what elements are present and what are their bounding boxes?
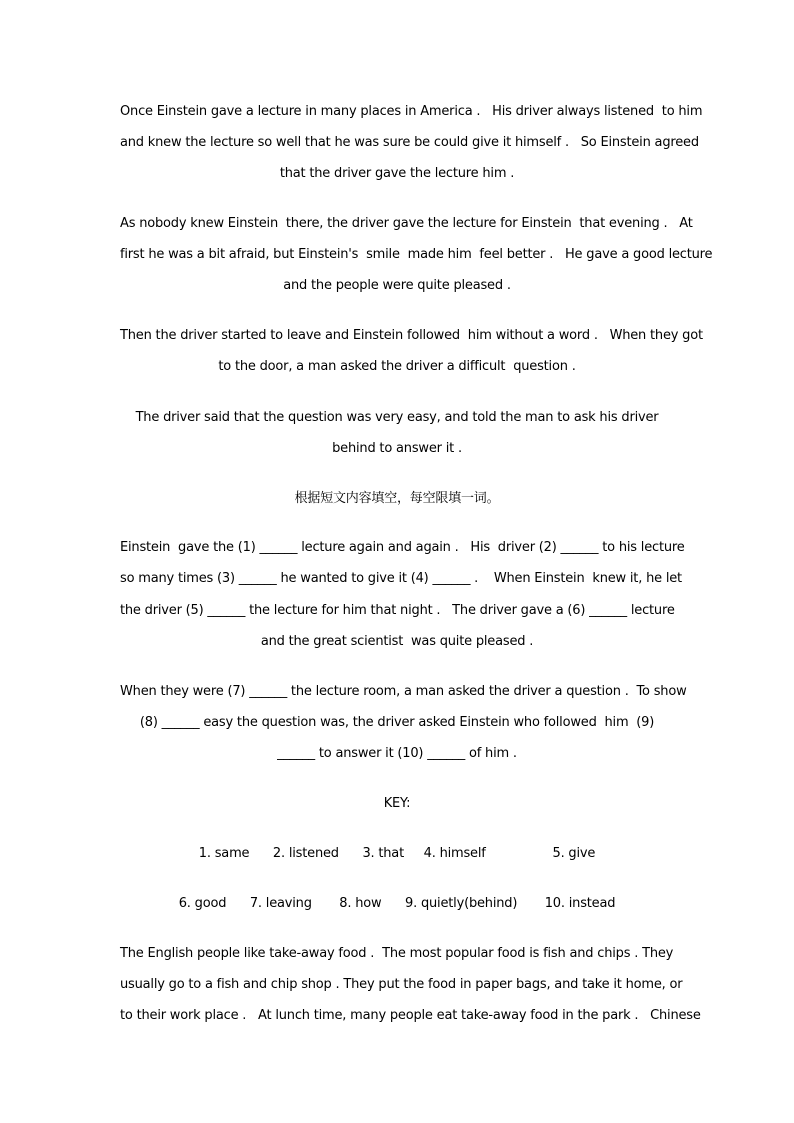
- cloze-line: ______ to answer it (10) ______ of him .: [277, 746, 517, 761]
- text-line: The driver said that the question was very easy, and told the man to ask his driver: [135, 410, 659, 425]
- text-line: usually go to a fish and chip shop . They put the food in paper bags, and take it home, or: [120, 977, 683, 992]
- cloze-line: and the great scientist was quite pleased .: [260, 634, 534, 649]
- text-line: As nobody knew Einstein there, the driver gave the lecture for Einstein that evening . At: [120, 216, 693, 231]
- cloze-line: When they were (7) ______ the lecture room, a man asked the driver a question . To show: [120, 684, 687, 699]
- text-line: The English people like take-away food . The most popular food is fish and chips . They: [120, 946, 674, 961]
- text-line: Then the driver started to leave and Einstein followed him without a word . When they got: [120, 328, 703, 343]
- answer-key-label: KEY:: [383, 796, 411, 811]
- text-line: behind to answer it .: [332, 441, 462, 456]
- text-line: to their work place . At lunch time, many people eat take-away food in the park . Chinese: [120, 1008, 701, 1023]
- text-line: and the people were quite pleased .: [283, 278, 511, 293]
- text-line: Once Einstein gave a lecture in many places in America . His driver always listened to him: [120, 104, 703, 119]
- cloze-line: so many times (3) ______ he wanted to give it (4) ______ . When Einstein knew it, he let: [120, 571, 682, 586]
- answer-key-row: 6. good 7. leaving 8. how 9. quietly(behind) 10. instead: [178, 896, 616, 911]
- text-line: and knew the lecture so well that he was sure be could give it himself . So Einstein agreed: [120, 135, 699, 150]
- exercise-instruction: 根据短文内容填空，每空限填一词。: [294, 491, 500, 506]
- text-line: to the door, a man asked the driver a difficult question .: [218, 359, 576, 374]
- cloze-line: Einstein gave the (1) ______ lecture again and again . His driver (2) ______ to his lecture: [120, 540, 685, 555]
- cloze-line: the driver (5) ______ the lecture for him that night . The driver gave a (6) ______ lecture: [120, 603, 675, 618]
- text-line: that the driver gave the lecture him .: [279, 166, 515, 181]
- cloze-line: (8) ______ easy the question was, the driver asked Einstein who followed him (9): [139, 715, 655, 730]
- answer-key-row: 1. same 2. listened 3. that 4. himself 5. give: [198, 846, 596, 861]
- text-line: first he was a bit afraid, but Einstein's smile made him feel better . He gave a good lecture: [120, 247, 713, 262]
